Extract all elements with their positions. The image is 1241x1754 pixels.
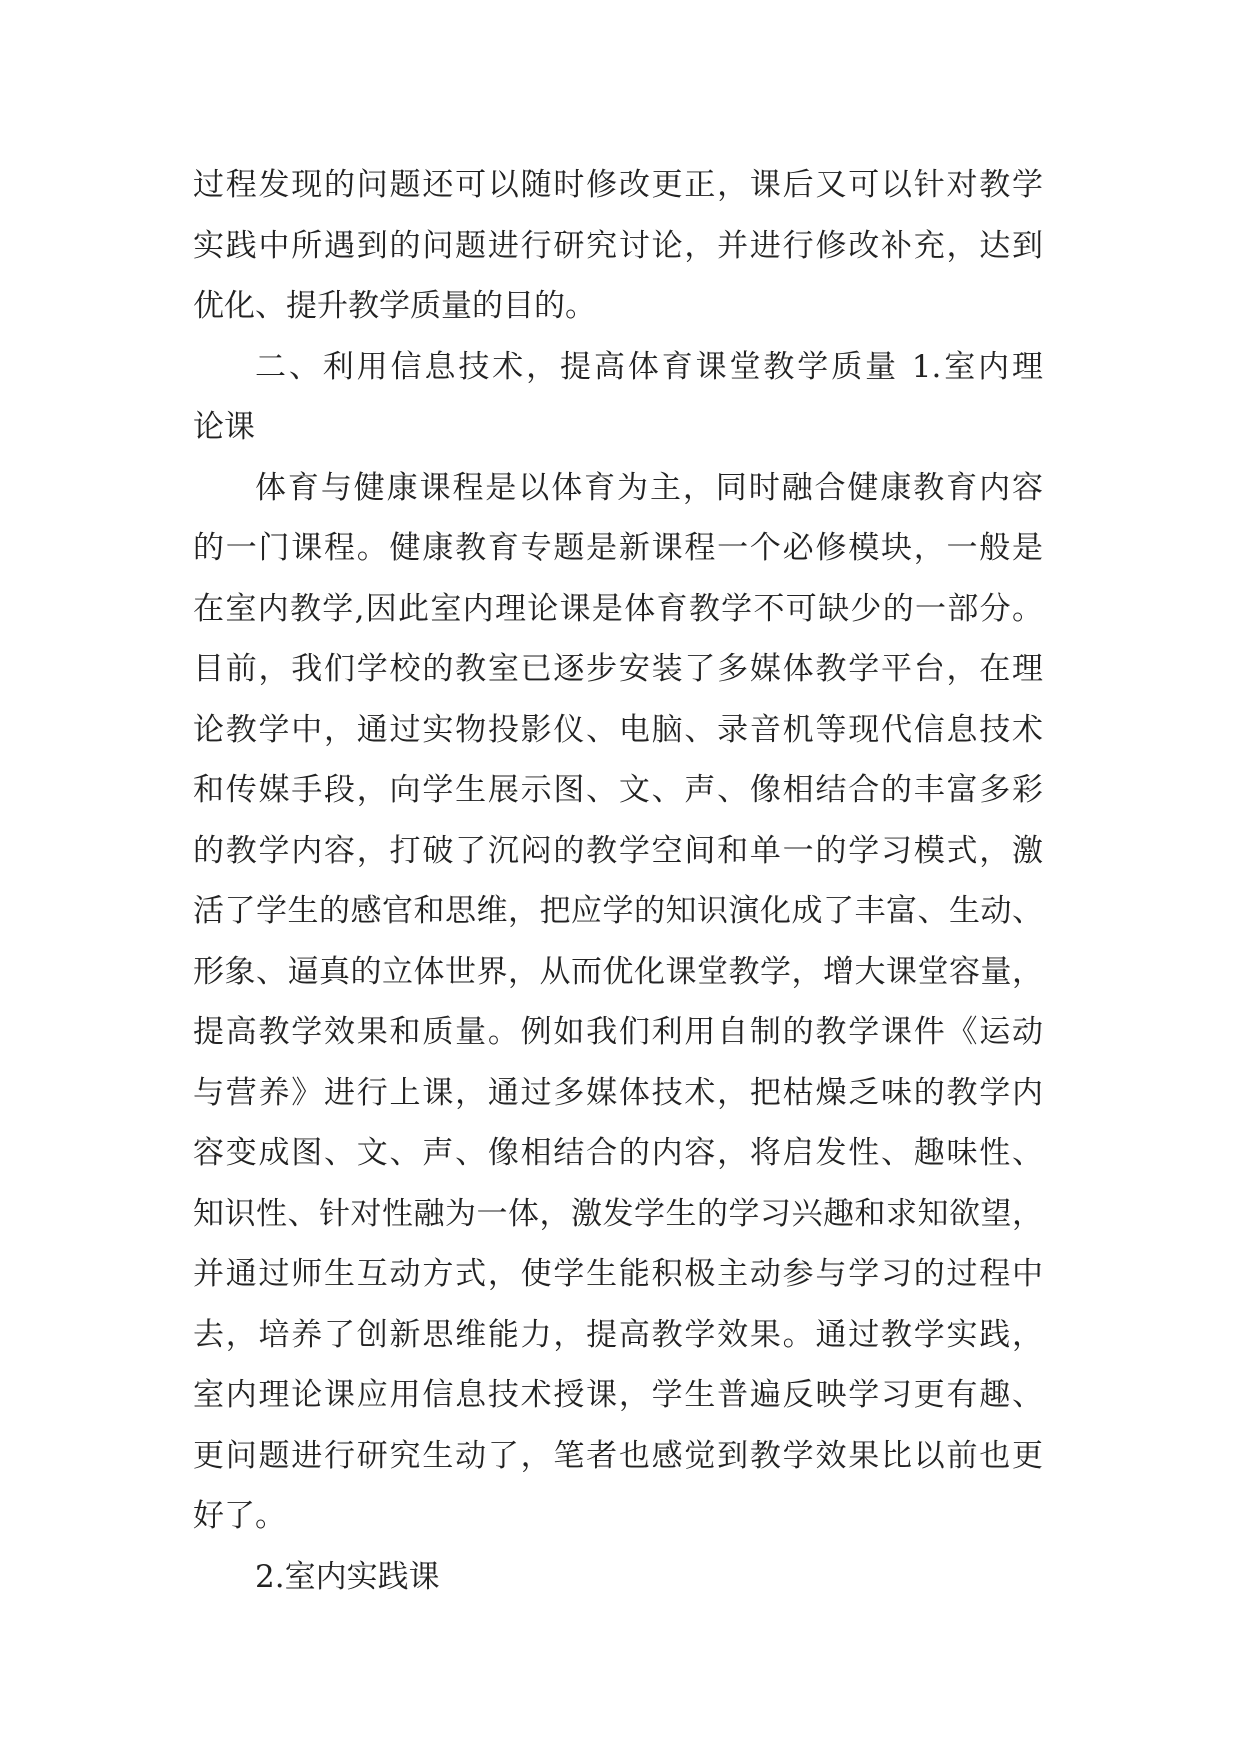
subheading: 2.室内实践课 [255,1558,440,1595]
text-line: 与营养》进行上课，通过多媒体技术，把枯燥乏味的教学内 [193,1074,1043,1111]
text-line: 知识性、针对性融为一体，激发学生的学习兴趣和求知欲望， [193,1195,1043,1232]
text-line: 优化、提升教学质量的目的。 [193,288,596,324]
text-line: 活了学生的感官和思维，把应学的知识演化成了丰富、生动、 [193,893,1043,929]
text-line: 目前，我们学校的教室已逐步安装了多媒体教学平台，在理 [193,651,1043,687]
text-line: 容变成图、文、声、像相结合的内容，将启发性、趣味性、 [193,1135,1043,1171]
text-line: 形象、逼真的立体世界，从而优化课堂教学，增大课堂容量， [193,953,1043,990]
text-line: 过程发现的问题还可以随时修改更正，课后又可以针对教学 [193,167,1043,203]
text-line: 室内理论课应用信息技术授课，学生普遍反映学习更有趣、 [193,1377,1043,1413]
section-heading: 二、利用信息技术，提高体育课堂教学质量 1.室内理 [255,348,1043,385]
text-line: 去，培养了创新思维能力，提高教学效果。通过教学实践， [193,1316,1043,1353]
text-line: 论教学中，通过实物投影仪、电脑、录音机等现代信息技术 [193,711,1043,748]
text-line: 并通过师生互动方式，使学生能积极主动参与学习的过程中 [193,1256,1043,1292]
section-heading-continuation: 论课 [193,409,255,445]
text-line: 的教学内容，打破了沉闷的教学空间和单一的学习模式，激 [193,832,1043,869]
text-line: 和传媒手段，向学生展示图、文、声、像相结合的丰富多彩 [193,772,1043,808]
text-line: 提高教学效果和质量。例如我们利用自制的教学课件《运动 [193,1014,1043,1050]
text-line: 好了。 [193,1498,286,1534]
text-line: 在室内教学,因此室内理论课是体育教学不可缺少的一部分。 [193,590,1043,627]
text-line: 体育与健康课程是以体育为主，同时融合健康教育内容 [255,469,1043,506]
text-line: 的一门课程。健康教育专题是新课程一个必修模块，一般是 [193,530,1043,566]
text-line: 更问题进行研究生动了，笔者也感觉到教学效果比以前也更 [193,1437,1043,1474]
document-body [193,155,1043,1607]
text-line: 实践中所遇到的问题进行研究讨论，并进行修改补充，达到 [193,227,1043,264]
